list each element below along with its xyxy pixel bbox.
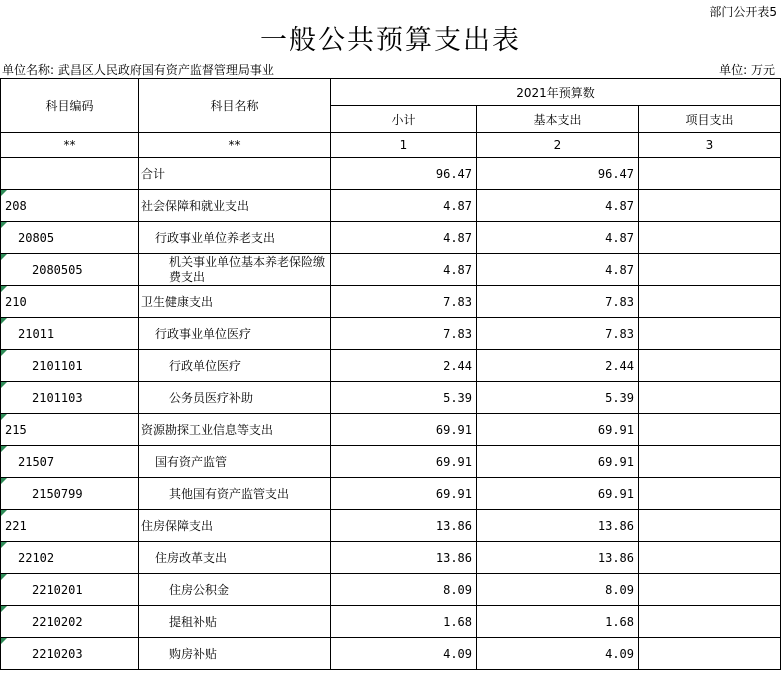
code-cell: 21507	[1, 446, 139, 478]
cell-marker-icon	[1, 414, 7, 420]
project-cell	[639, 606, 781, 638]
header-basic: 基本支出	[477, 106, 639, 133]
table-row	[1, 318, 781, 350]
cell-marker-icon	[1, 478, 7, 484]
basic-cell: 2.44	[477, 350, 639, 382]
table-row	[1, 638, 781, 670]
code-cell: 20805	[1, 222, 139, 254]
name-cell: 合计	[139, 158, 331, 190]
header-name: 科目名称	[139, 79, 331, 133]
cell-marker-icon	[1, 254, 7, 260]
page-title: 一般公共预算支出表	[260, 25, 521, 56]
project-cell	[639, 478, 781, 510]
table-row	[1, 606, 781, 638]
table-row	[1, 286, 781, 318]
subtotal-cell: 1.68	[331, 606, 477, 638]
project-cell	[639, 446, 781, 478]
index-cell: 3	[639, 133, 781, 158]
table-row	[1, 350, 781, 382]
name-cell: 购房补贴	[139, 638, 331, 670]
name-cell: 行政事业单位养老支出	[139, 222, 331, 254]
name-cell: 行政事业单位医疗	[139, 318, 331, 350]
cell-marker-icon	[1, 510, 7, 516]
table-row	[1, 382, 781, 414]
index-cell: 1	[331, 133, 477, 158]
subtotal-cell: 13.86	[331, 542, 477, 574]
name-cell: 其他国有资产监管支出	[139, 478, 331, 510]
cell-marker-icon	[1, 190, 7, 196]
unit-name: 单位名称: 武昌区人民政府国有资产监督管理局事业	[2, 63, 274, 77]
subtotal-cell: 7.83	[331, 286, 477, 318]
subtotal-cell: 8.09	[331, 574, 477, 606]
subtotal-cell: 69.91	[331, 446, 477, 478]
table-row	[1, 414, 781, 446]
table-row	[1, 574, 781, 606]
project-cell	[639, 158, 781, 190]
cell-marker-icon	[1, 382, 7, 388]
index-cell: **	[1, 133, 139, 158]
name-cell: 卫生健康支出	[139, 286, 331, 318]
basic-cell: 4.09	[477, 638, 639, 670]
cell-marker-icon	[1, 638, 7, 644]
project-cell	[639, 190, 781, 222]
index-row	[1, 133, 781, 158]
name-cell: 国有资产监管	[139, 446, 331, 478]
subtotal-cell: 69.91	[331, 414, 477, 446]
code-cell: 2080505	[1, 254, 139, 286]
cell-marker-icon	[1, 574, 7, 580]
code-cell: 2210201	[1, 574, 139, 606]
basic-cell: 13.86	[477, 542, 639, 574]
table-row	[1, 510, 781, 542]
project-cell	[639, 542, 781, 574]
subtotal-cell: 2.44	[331, 350, 477, 382]
code-cell: 2101103	[1, 382, 139, 414]
project-cell	[639, 286, 781, 318]
subtotal-cell: 4.87	[331, 190, 477, 222]
cell-marker-icon	[1, 286, 7, 292]
code-cell: 208	[1, 190, 139, 222]
name-cell: 行政单位医疗	[139, 350, 331, 382]
project-cell	[639, 222, 781, 254]
basic-cell: 96.47	[477, 158, 639, 190]
index-cell: 2	[477, 133, 639, 158]
subtotal-cell: 4.87	[331, 222, 477, 254]
name-cell: 住房保障支出	[139, 510, 331, 542]
basic-cell: 1.68	[477, 606, 639, 638]
basic-cell: 69.91	[477, 478, 639, 510]
basic-cell: 4.87	[477, 190, 639, 222]
name-cell: 资源勘探工业信息等支出	[139, 414, 331, 446]
subtotal-cell: 4.87	[331, 254, 477, 286]
code-cell: 2210202	[1, 606, 139, 638]
header-group: 2021年预算数	[331, 79, 781, 106]
basic-cell: 69.91	[477, 446, 639, 478]
basic-cell: 69.91	[477, 414, 639, 446]
header-subtotal: 小计	[331, 106, 477, 133]
table-row	[1, 542, 781, 574]
code-cell: 2210203	[1, 638, 139, 670]
basic-cell: 8.09	[477, 574, 639, 606]
code-cell	[1, 158, 139, 190]
project-cell	[639, 510, 781, 542]
table-row	[1, 254, 781, 286]
code-cell: 2150799	[1, 478, 139, 510]
table-row	[1, 190, 781, 222]
index-cell: **	[139, 133, 331, 158]
budget-table	[0, 78, 781, 670]
project-cell	[639, 638, 781, 670]
cell-marker-icon	[1, 222, 7, 228]
subtotal-cell: 13.86	[331, 510, 477, 542]
cell-marker-icon	[1, 542, 7, 548]
name-cell: 社会保障和就业支出	[139, 190, 331, 222]
project-cell	[639, 350, 781, 382]
project-cell	[639, 254, 781, 286]
name-cell: 提租补贴	[139, 606, 331, 638]
project-cell	[639, 382, 781, 414]
project-cell	[639, 574, 781, 606]
table-row	[1, 446, 781, 478]
code-cell: 2101101	[1, 350, 139, 382]
project-cell	[639, 414, 781, 446]
subtotal-cell: 96.47	[331, 158, 477, 190]
subtotal-cell: 7.83	[331, 318, 477, 350]
code-cell: 215	[1, 414, 139, 446]
table-row	[1, 478, 781, 510]
basic-cell: 4.87	[477, 222, 639, 254]
cell-marker-icon	[1, 318, 7, 324]
cell-marker-icon	[1, 606, 7, 612]
table-row	[1, 222, 781, 254]
subtotal-cell: 5.39	[331, 382, 477, 414]
project-cell	[639, 318, 781, 350]
unit-label: 单位: 万元	[719, 63, 775, 77]
basic-cell: 7.83	[477, 318, 639, 350]
table-row	[1, 158, 781, 190]
name-cell: 公务员医疗补助	[139, 382, 331, 414]
basic-cell: 5.39	[477, 382, 639, 414]
code-cell: 210	[1, 286, 139, 318]
header-project: 项目支出	[639, 106, 781, 133]
code-cell: 22102	[1, 542, 139, 574]
form-tag: 部门公开表5	[709, 5, 777, 19]
basic-cell: 7.83	[477, 286, 639, 318]
subtotal-cell: 69.91	[331, 478, 477, 510]
basic-cell: 13.86	[477, 510, 639, 542]
name-cell: 住房公积金	[139, 574, 331, 606]
name-cell: 住房改革支出	[139, 542, 331, 574]
cell-marker-icon	[1, 446, 7, 452]
name-cell: 机关事业单位基本养老保险缴费支出	[139, 254, 331, 286]
code-cell: 21011	[1, 318, 139, 350]
cell-marker-icon	[1, 350, 7, 356]
code-cell: 221	[1, 510, 139, 542]
header-code: 科目编码	[1, 79, 139, 133]
basic-cell: 4.87	[477, 254, 639, 286]
subtotal-cell: 4.09	[331, 638, 477, 670]
